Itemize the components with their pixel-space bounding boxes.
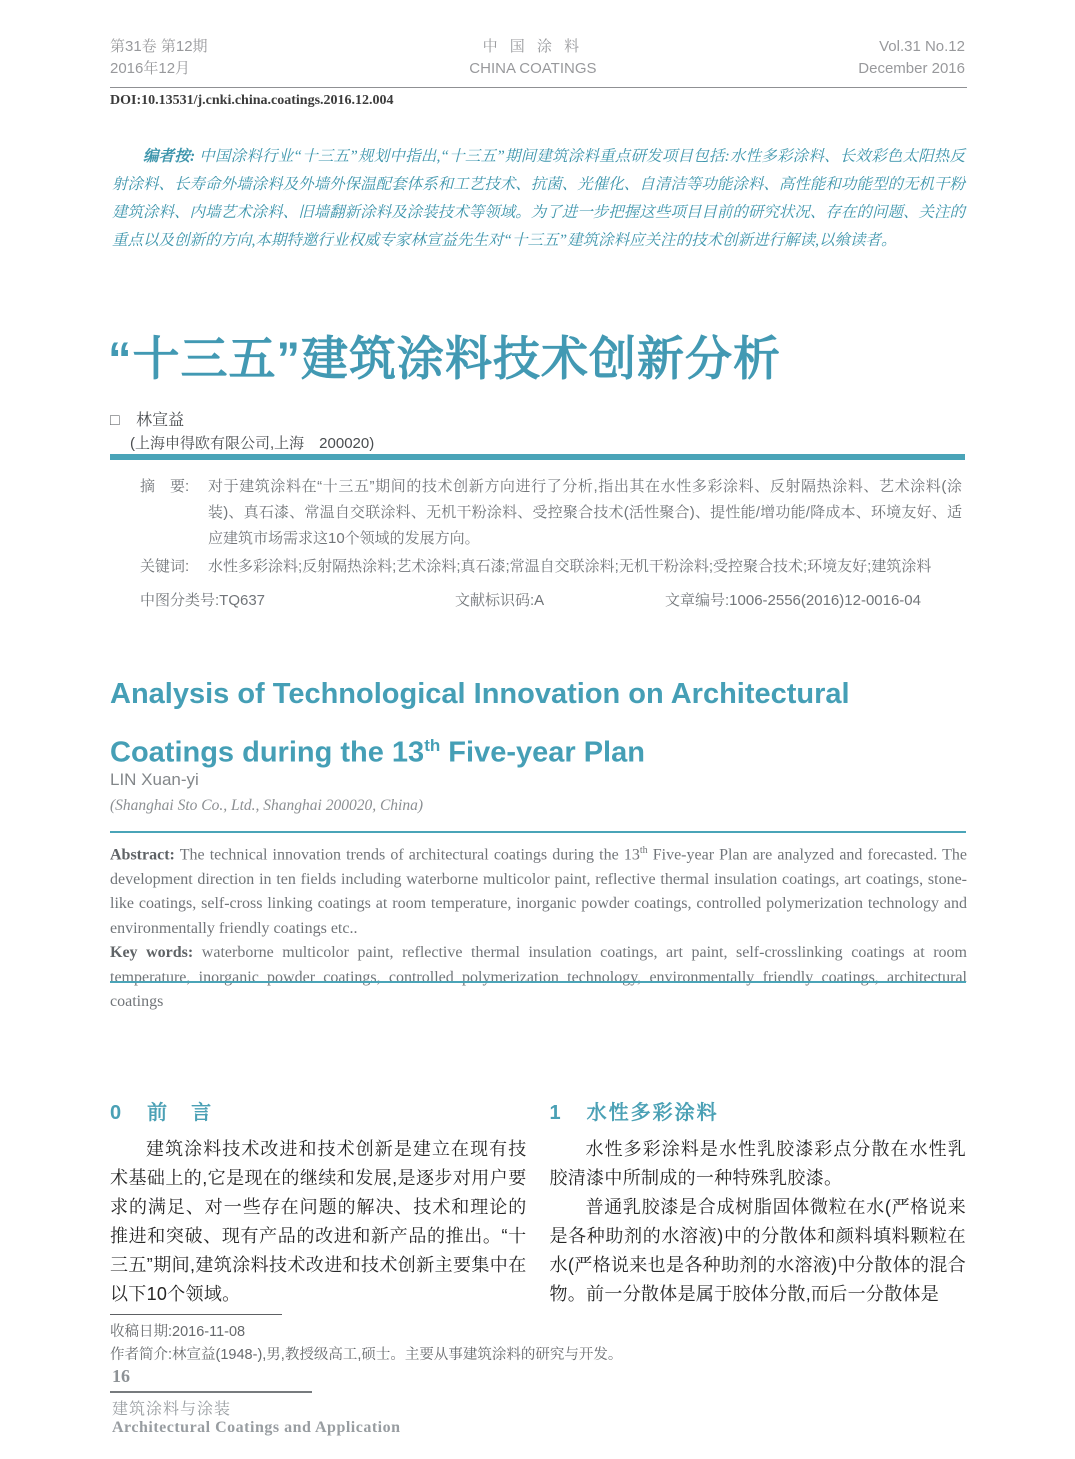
body-paragraph: 水性多彩涂料是水性乳胶漆彩点分散在水性乳胶清漆中所制成的一种特殊乳胶漆。 [549, 1139, 966, 1188]
classification-row [140, 588, 962, 614]
author-marker: □ [110, 412, 120, 429]
abstract-block-cn [140, 474, 962, 614]
abstract-block-en [110, 839, 967, 1015]
title-en-post: Five-year Plan [440, 736, 645, 769]
divider-above-abstract-en [110, 831, 966, 833]
footer-divider [110, 1391, 312, 1393]
journal-header [110, 36, 965, 80]
section-number: 0 [110, 1102, 122, 1124]
footnote-divider [110, 1314, 282, 1315]
column-left [110, 1096, 527, 1309]
clc-number: 中图分类号:TQ637 [140, 592, 266, 609]
page-number: 16 [112, 1366, 130, 1386]
section-title: 前 言 [147, 1102, 214, 1124]
affiliation-en: (Shanghai Sto Co., Ltd., Shanghai 200020, China) [110, 797, 424, 814]
article-body [110, 1096, 966, 1309]
article-title-en [110, 668, 910, 779]
author-name-en: LIN Xuan-yi [110, 770, 199, 789]
keywords-label-cn: 关键词: [140, 558, 190, 575]
volume-issue-cn: 第31卷 第12期 [110, 38, 208, 55]
author-row [110, 407, 184, 430]
editor-note-label: 编者按: [143, 148, 196, 165]
keywords-paragraph-en [110, 941, 967, 1015]
keywords-row-cn [140, 554, 962, 580]
document-code: 文献标识码:A [455, 592, 545, 609]
issue-info [110, 36, 208, 80]
abstract-label-en: Abstract: [110, 846, 175, 864]
abstract-row-cn [140, 474, 962, 552]
journal-name-en: CHINA COATINGS [469, 60, 597, 77]
keywords-text-cn: 水性多彩涂料;反射隔热涂料;艺术涂料;真石漆;常温自交联涂料;无机干粉涂料;受控聚合技术;环境友好;建筑涂料 [208, 558, 932, 575]
doi-line: DOI:10.13531/j.cnki.china.coatings.2016.12.004 [110, 93, 394, 108]
body-paragraph: 建筑涂料技术改进和技术创新是建立在现有技术基础上的,它是现在的继续和发展,是逐步对用户要求的满足、对一些存在问题的解决、技术和理论的推进和突破、现有产品的改进和新产品的推出。“十三五”期间,建筑涂料技术改进和技术创新主要集中在以下10个领域。 [110, 1139, 527, 1304]
article-title-cn: “十三五”建筑涂料技术创新分析 [108, 332, 781, 385]
author-name-cn: 林宣益 [136, 412, 185, 429]
abstract-label-cn: 摘 要: [140, 478, 190, 495]
title-en-sup: th [424, 736, 441, 755]
section-number: 1 [549, 1102, 561, 1124]
abstract-en-post: Five-year Plan are analyzed and forecasted. The development direction in ten fields including waterborne multicolor paint, reflective thermal insulation coatings, art coatings, stone-like coatings, self-cross linking coatings at room temperature, inorganic powder coatings, controlled polymerization technology and environmentally friendly coatings etc.. [110, 846, 967, 937]
column-right [550, 1096, 967, 1309]
header-divider [110, 87, 967, 88]
column-title-en: Architectural Coatings and Application [112, 1419, 401, 1436]
body-paragraph: 普通乳胶漆是合成树脂固体微粒在水(严格说来是各种助剂的水溶液)中的分散体和颜料填料颗粒在水(严格说来也是各种助剂的水溶液)中分散体的混合物。前一分散体是属于胶体分散,而后一分散体是 [549, 1197, 966, 1304]
article-id: 文章编号:1006-2556(2016)12-0016-04 [665, 592, 921, 609]
author-bio: 作者简介:林宣益(1948-),男,教授级高工,硕士。主要从事建筑涂料的研究与开发。 [110, 1347, 623, 1363]
column-title-cn: 建筑涂料与涂装 [112, 1401, 232, 1418]
journal-name-cn: 中 国 涂 料 [482, 38, 584, 55]
divider-below-abstract-en [110, 981, 966, 983]
affiliation-cn: (上海申得欧有限公司,上海 200020) [130, 435, 375, 452]
editor-note [112, 143, 965, 255]
section-title: 水性多彩涂料 [586, 1102, 719, 1124]
keywords-text-en: waterborne multicolor paint, reflective thermal insulation coatings, art paint, self-crosslinking coatings at room temperature, inorganic powder coatings, controlled polymerization technology, environmentally friendly coatings, architectural coatings [110, 944, 967, 1011]
abstract-en-sup: th [639, 845, 648, 856]
abstract-en-pre: The technical innovation trends of architectural coatings during the 13 [179, 846, 640, 864]
journal-name [469, 36, 596, 80]
volume-issue-en: Vol.31 No.12 [879, 38, 965, 55]
received-date: 收稿日期:2016-11-08 [110, 1324, 246, 1340]
section-heading-intro [110, 1096, 527, 1125]
accent-bar [110, 454, 965, 460]
abstract-paragraph-en [110, 839, 967, 941]
date-en: December 2016 [858, 60, 965, 77]
section-heading-1 [550, 1096, 967, 1125]
issue-info-en [858, 36, 965, 80]
title-en-pre: Analysis of Technological Innovation on Architectural Coatings during the 13 [110, 678, 850, 769]
editor-note-text: 中国涂料行业“十三五”规划中指出,“十三五”期间建筑涂料重点研发项目包括:水性多彩涂料、长效彩色太阳热反射涂料、长寿命外墙涂料及外墙外保温配套体系和工艺技术、抗菌、光催化、自清洁等功能涂料、高性能和功能型的无机干粉建筑涂料、内墙艺术涂料、旧墙翻新涂料及涂装技术等领域。为了进一步把握这些项目目前的研究状况、存在的问题、关注的重点以及创新的方向,本期特邀行业权威专家林宣益先生对“十三五”建筑涂料应关注的技术创新进行解读,以飨读者。 [112, 148, 965, 249]
date-cn: 2016年12月 [110, 60, 191, 77]
abstract-text-cn: 对于建筑涂料在“十三五”期间的技术创新方向进行了分析,指出其在水性多彩涂料、反射隔热涂料、艺术涂料(涂装)、真石漆、常温自交联涂料、无机干粉涂料、受控聚合技术(活性聚合)、提性能/增功能/降成本、环境友好、适应建筑市场需求这10个领域的发展方向。 [208, 478, 962, 547]
keywords-label-en: Key words: [110, 944, 194, 962]
